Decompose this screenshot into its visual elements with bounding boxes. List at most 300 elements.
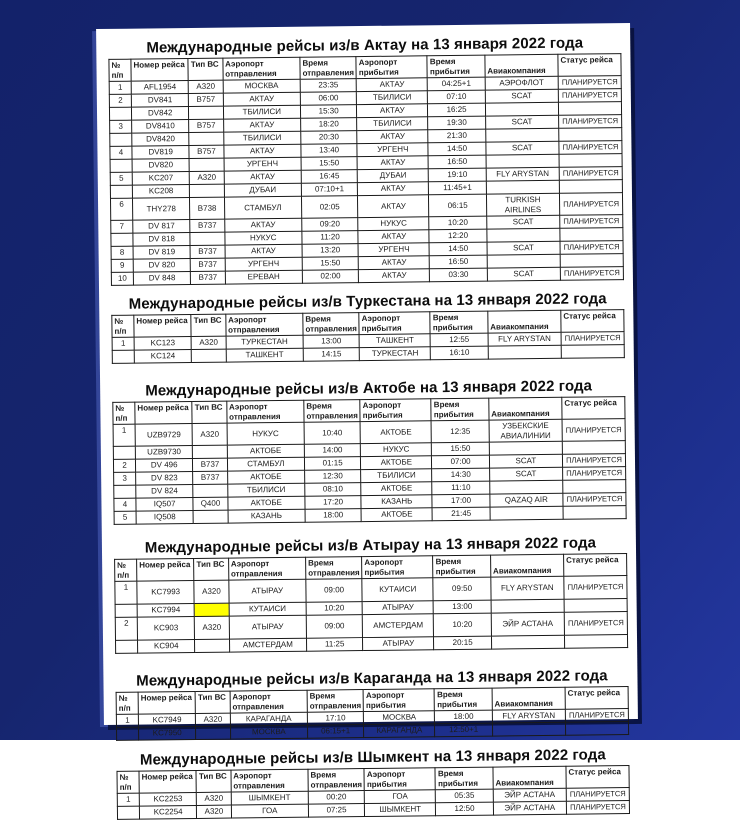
flight-number-cell: DV 819 [133,245,190,259]
flight-table-section [114,534,628,654]
arrival-time-cell: 14:30 [432,468,489,482]
column-header-arrival-time: Время прибытия [427,55,485,78]
departure-airport-cell: ТУРКЕСТАН [226,335,303,349]
column-header-airline: Авиакомпания [493,766,566,789]
aircraft-type-cell: B737 [190,245,224,258]
arrival-time-cell: 19:10 [429,168,486,182]
flight-number-cell: DV 848 [133,271,190,285]
row-number-cell: 9 [111,259,133,272]
flight-status-cell [562,441,625,455]
flight-number-cell: IQ507 [136,497,193,511]
row-number-cell: 10 [111,272,133,285]
aircraft-type-cell [189,106,223,119]
departure-airport-cell: УРГЕНЧ [225,257,302,271]
column-header-arrival-airport: Аэропорт прибытия [362,556,433,579]
column-header-departure-time: Время отправления [306,557,363,580]
departure-airport-cell: АКТАУ [223,118,300,132]
flight-status-cell [563,506,626,520]
arrival-time-cell: 07:10 [428,90,485,104]
arrival-airport-cell: АКТАУ [358,230,429,244]
column-header-aircraft-type: Тип ВС [188,58,223,80]
column-header-flight-number: Номер рейса [139,770,197,793]
row-number-cell: 1 [117,793,139,806]
departure-airport-cell: АКТАУ [224,170,301,184]
column-header-aircraft-type: Тип ВС [192,401,227,423]
column-header-aircraft-type: Тип ВС [191,314,226,336]
airline-cell: FLY ARYSTAN [491,576,564,600]
flight-status-cell: ПЛАНИРУЕТСЯ [562,419,625,442]
flights-table [114,553,628,654]
departure-time-cell: 17:20 [305,496,361,510]
row-number-cell: 3 [114,472,136,485]
arrival-airport-cell: АКТАУ [358,256,429,270]
arrival-airport-cell: АКТАУ [357,156,428,170]
arrival-time-cell: 19:30 [428,116,485,130]
arrival-time-cell: 21:45 [432,507,489,521]
row-number-cell [115,604,137,617]
column-header-arrival-time: Время прибытия [431,398,489,421]
departure-airport-cell: ДУБАИ [224,183,301,197]
arrival-airport-cell: ТУРКЕСТАН [359,347,430,361]
row-number-cell: 4 [110,146,132,159]
arrival-airport-cell: АКТОБЕ [361,482,432,496]
departure-airport-cell: СТАМБУЛ [224,196,302,219]
flight-status-cell: ПЛАНИРУЕТСЯ [559,167,622,181]
flight-number-cell: KC7949 [138,713,195,727]
aircraft-type-cell: B737 [193,458,227,471]
column-header-airline: Авиакомпания [490,554,563,577]
aircraft-type-cell: B737 [193,471,227,484]
flight-number-cell: KC7993 [137,580,195,604]
airline-cell: FLY ARYSTAN [486,167,559,181]
column-header-arrival-time: Время прибытия [433,555,491,578]
arrival-time-cell: 12:50+1 [435,723,492,737]
flight-number-cell: KC2253 [139,792,196,806]
column-header-departure-airport: Аэропорт отправления [223,57,301,80]
airline-cell: SCAT [489,454,562,468]
flight-status-cell: ПЛАНИРУЕТСЯ [566,788,629,802]
flight-status-cell [559,128,622,142]
flight-status-cell: ПЛАНИРУЕТСЯ [559,193,622,216]
arrival-airport-cell: АКТАУ [356,78,427,92]
flight-number-cell: DV842 [131,107,188,121]
aircraft-type-cell [190,184,224,197]
departure-time-cell: 15:30 [300,105,356,119]
column-header-flight-number: Номер рейса [131,59,189,82]
aircraft-type-cell [192,349,226,362]
arrival-airport-cell: КУТАИСИ [362,578,433,602]
row-number-cell: 5 [110,172,132,185]
airline-cell: ЭЙР АСТАНА [493,801,566,815]
column-header-row-number: № п/п [109,59,131,81]
arrival-airport-cell: АКТОБЕ [361,508,432,522]
flight-table-section [116,746,630,820]
airline-cell [489,441,562,455]
row-number-cell: 3 [110,120,132,133]
column-header-row-number: № п/п [112,315,134,337]
flight-number-cell: DV841 [131,94,188,108]
column-header-airline: Авиакомпания [485,54,558,77]
arrival-time-cell: 12:50 [436,802,493,816]
departure-time-cell: 01:15 [304,457,360,471]
aircraft-type-cell: A320 [195,616,230,639]
departure-time-cell: 14:15 [303,348,359,362]
departure-time-cell: 10:40 [304,422,361,445]
arrival-airport-cell: НУКУС [358,217,429,231]
arrival-time-cell: 16:50 [430,255,487,269]
flight-status-cell [560,254,623,268]
column-header-flight-status: Статус рейса [566,766,629,789]
departure-airport-cell: АКТАУ [225,244,302,258]
departure-time-cell: 16:45 [301,170,357,184]
departure-time-cell: 09:20 [302,218,358,232]
departure-airport-cell: КАРАГАНДА [230,712,307,726]
arrival-airport-cell: ТБИЛИСИ [357,117,428,131]
arrival-airport-cell: УРГЕНЧ [357,143,428,157]
airline-cell [486,154,559,168]
arrival-time-cell: 12:55 [430,333,487,347]
airline-cell: SCAT [486,141,559,155]
flight-number-cell: KC123 [134,336,191,350]
column-header-departure-airport: Аэропорт отправления [226,400,304,423]
flight-status-cell: ПЛАНИРУЕТСЯ [560,267,623,281]
row-number-cell: 2 [113,459,135,472]
departure-airport-cell: ЕРЕВАН [225,270,302,284]
airline-cell: SCAT [487,241,560,255]
column-header-flight-status: Статус рейса [561,310,624,333]
airline-cell: ЭЙР АСТАНА [491,612,564,636]
departure-time-cell: 07:10+1 [301,183,357,197]
column-header-flight-status: Статус рейса [562,397,625,420]
row-number-cell: 6 [110,198,132,220]
aircraft-type-cell [193,484,227,497]
arrival-airport-cell: КАЗАНЬ [361,495,432,509]
row-number-cell: 1 [113,424,135,446]
arrival-time-cell: 11:10 [432,481,489,495]
row-number-cell: 5 [114,511,136,524]
airline-cell: QAZAQ AIR [490,493,563,507]
row-number-cell: 4 [114,498,136,511]
departure-airport-cell: ТБИЛИСИ [227,483,304,497]
flights-table [116,765,630,820]
flight-status-cell [564,599,627,613]
column-header-row-number: № п/п [116,692,138,714]
arrival-time-cell: 03:30 [430,268,487,282]
document-page [96,23,638,817]
flight-number-cell: DV8410 [132,120,189,134]
aircraft-type-cell [196,726,230,739]
departure-airport-cell: АКТОБЕ [227,444,304,458]
flight-number-cell: UZB9729 [135,423,193,446]
flight-status-cell [565,722,628,736]
flight-number-cell: DV 817 [133,219,190,233]
column-header-departure-airport: Аэропорт отправления [230,690,308,713]
aircraft-type-cell [195,639,229,652]
row-number-cell [116,640,138,653]
airline-cell: SCAT [485,89,558,103]
table-title: Международные рейсы из/в Караганда на 13 января 2022 года [136,667,608,690]
aircraft-type-cell: A320 [192,423,227,445]
departure-airport-cell: АКТОБЕ [227,470,304,484]
row-number-cell [110,159,132,172]
row-number-cell: 2 [115,617,137,640]
arrival-airport-cell: АТЫРАУ [363,637,434,651]
departure-airport-cell: МОСКВА [223,79,300,93]
arrival-time-cell: 15:50 [432,442,489,456]
arrival-time-cell: 12:35 [431,420,489,443]
arrival-time-cell: 10:20 [434,613,492,637]
flight-status-cell: ПЛАНИРУЕТСЯ [565,709,628,723]
column-header-arrival-airport: Аэропорт прибытия [363,689,434,712]
departure-time-cell: 20:30 [301,131,357,145]
column-header-flight-number: Номер рейса [135,401,193,424]
arrival-time-cell: 07:00 [432,455,489,469]
flights-table [112,396,626,525]
departure-airport-cell: КУТАИСИ [229,602,306,616]
departure-airport-cell: АКТАУ [223,92,300,106]
arrival-time-cell: 18:00 [435,710,492,724]
departure-time-cell: 13:00 [303,335,359,349]
arrival-airport-cell: ТБИЛИСИ [357,91,428,105]
departure-airport-cell: АКТОБЕ [228,496,305,510]
departure-time-cell: 09:00 [306,615,363,639]
departure-airport-cell: НУКУС [225,231,302,245]
flight-status-cell: ПЛАНИРУЕТСЯ [559,115,622,129]
flight-number-cell: DV 496 [135,458,192,472]
flight-number-cell: DV 818 [133,232,190,246]
column-header-arrival-airport: Аэропорт прибытия [360,399,431,422]
flight-status-cell: ПЛАНИРУЕТСЯ [560,215,623,229]
aircraft-type-cell: B757 [189,93,223,106]
departure-airport-cell: АМСТЕРДАМ [229,638,306,652]
departure-time-cell: 12:30 [305,470,361,484]
flight-number-cell: DV 824 [136,484,193,498]
arrival-time-cell: 14:50 [429,242,486,256]
flight-status-cell [560,228,623,242]
arrival-airport-cell: АКТОБЕ [360,421,431,444]
arrival-airport-cell: АТЫРАУ [362,601,433,615]
flight-status-cell [561,345,624,359]
arrival-time-cell: 04:25+1 [428,77,485,91]
departure-time-cell: 11:20 [302,231,358,245]
table-title: Международные рейсы из/в Шымкент на 13 января 2022 года [139,746,606,769]
departure-airport-cell: МОСКВА [230,725,307,739]
row-number-cell [116,727,138,740]
flight-number-cell: KC904 [138,639,195,653]
departure-time-cell: 06:15+1 [307,725,363,739]
column-header-aircraft-type: Тип ВС [196,770,231,792]
flight-status-cell [563,480,626,494]
aircraft-type-cell [193,445,227,458]
column-header-flight-status: Статус рейса [558,54,621,77]
column-header-departure-time: Время отправления [300,57,357,80]
arrival-airport-cell: ТБИЛИСИ [361,469,432,483]
arrival-time-cell: 05:35 [436,789,493,803]
column-header-arrival-airport: Аэропорт прибытия [356,56,427,79]
row-number-cell: 1 [109,81,131,94]
departure-time-cell: 17:10 [307,712,363,726]
arrival-airport-cell: АКТАУ [357,130,428,144]
row-number-cell [109,107,131,120]
aircraft-type-cell: Q400 [193,497,227,510]
aircraft-type-cell: B757 [189,145,223,158]
arrival-airport-cell: ГОА [364,790,435,804]
departure-airport-cell: СТАМБУЛ [227,457,304,471]
departure-time-cell: 10:20 [306,602,362,616]
arrival-airport-cell: НУКУС [361,443,432,457]
column-header-departure-airport: Аэропорт отправления [228,557,306,580]
departure-airport-cell: АТЫРАУ [228,579,306,603]
column-header-flight-number: Номер рейса [134,314,192,337]
row-number-cell [110,185,132,198]
arrival-airport-cell: АКТАУ [358,195,429,218]
row-number-cell: 8 [111,246,133,259]
column-header-flight-number: Номер рейса [137,558,195,581]
airline-cell: SCAT [486,215,559,229]
arrival-time-cell: 10:20 [429,216,486,230]
row-number-cell [112,350,134,363]
flight-number-cell: DV819 [132,146,189,160]
flight-status-cell: ПЛАНИРУЕТСЯ [559,141,622,155]
row-number-cell [113,446,135,459]
row-number-cell [111,233,133,246]
arrival-time-cell: 20:15 [434,636,491,650]
flight-number-cell: KC208 [132,184,189,198]
arrival-time-cell: 12:20 [429,229,486,243]
flight-table-section [115,667,629,741]
flight-status-cell: ПЛАНИРУЕТСЯ [560,241,623,255]
airline-cell: TURKISH AIRLINES [486,193,559,216]
column-header-arrival-time: Время прибытия [430,311,488,334]
table-title: Международные рейсы из/в Актау на 13 января 2022 года [146,34,584,57]
airline-cell [490,506,563,520]
departure-time-cell: 18:00 [305,509,361,523]
flight-status-cell: ПЛАНИРУЕТСЯ [564,612,627,636]
aircraft-type-cell: A320 [197,792,231,805]
arrival-time-cell: 06:15 [429,194,487,217]
flight-table-section [111,290,625,364]
arrival-airport-cell: УРГЕНЧ [358,243,429,257]
airline-cell: SCAT [485,115,558,129]
arrival-airport-cell: АКТАУ [359,269,430,283]
departure-airport-cell: АКТАУ [224,144,301,158]
departure-airport-cell: ТБИЛИСИ [223,131,300,145]
departure-time-cell: 15:50 [302,257,358,271]
arrival-time-cell: 11:45+1 [429,181,486,195]
arrival-time-cell: 16:50 [428,155,485,169]
flight-status-cell: ПЛАНИРУЕТСЯ [558,76,621,90]
arrival-airport-cell: МОСКВА [364,711,435,725]
aircraft-type-cell: A320 [190,171,224,184]
row-number-cell: 1 [112,337,134,350]
row-number-cell [110,133,132,146]
flight-status-cell: ПЛАНИРУЕТСЯ [563,493,626,507]
arrival-airport-cell: КАРАГАНДА [364,724,435,738]
departure-time-cell: 23:35 [300,79,356,93]
departure-time-cell: 18:20 [301,118,357,132]
column-header-airline: Авиакомпания [488,310,561,333]
flight-status-cell: ПЛАНИРУЕТСЯ [563,467,626,481]
departure-time-cell: 02:00 [302,270,358,284]
departure-airport-cell: ГОА [231,804,308,818]
departure-time-cell: 07:25 [308,804,364,818]
aircraft-type-cell: B737 [190,219,224,232]
highlighted-aircraft-type-cell [194,603,228,616]
flight-number-cell: UZB9730 [135,445,192,459]
airline-cell: FLY ARYSTAN [488,332,561,346]
arrival-time-cell: 14:50 [428,142,485,156]
airline-cell [485,102,558,116]
airline-cell [491,599,564,613]
departure-time-cell: 13:40 [301,144,357,158]
flight-table-section [108,34,624,286]
departure-airport-cell: УРГЕНЧ [224,157,301,171]
table-title: Международные рейсы из/в Актобе на 13 января 2022 года [145,377,593,400]
arrival-time-cell: 09:50 [433,577,491,601]
flight-number-cell: AFL1954 [131,81,188,95]
row-number-cell: 2 [109,94,131,107]
column-header-arrival-time: Время прибытия [435,767,493,790]
airline-cell [491,635,564,649]
aircraft-type-cell [193,510,227,523]
flight-number-cell: KC903 [137,616,195,640]
flight-status-cell: ПЛАНИРУЕТСЯ [562,454,625,468]
column-header-row-number: № п/п [113,402,135,424]
departure-airport-cell: НУКУС [227,422,305,445]
flight-status-cell: ПЛАНИРУЕТСЯ [566,801,629,815]
flight-number-cell: KC124 [134,349,191,363]
airline-cell [492,722,565,736]
column-header-departure-time: Время отправления [308,769,365,792]
airline-cell [488,345,561,359]
airline-cell: АЭРОФЛОТ [485,76,558,90]
column-header-aircraft-type: Тип ВС [194,558,229,580]
column-header-arrival-time: Время прибытия [434,688,492,711]
departure-time-cell: 11:25 [306,638,362,652]
row-number-cell [117,806,139,819]
column-header-departure-airport: Аэропорт отправления [225,313,303,336]
flight-status-cell [559,154,622,168]
flight-status-cell: ПЛАНИРУЕТСЯ [558,89,621,103]
arrival-airport-cell: АКТАУ [358,182,429,196]
airline-cell: FLY ARYSTAN [492,709,565,723]
flight-status-cell [564,635,627,649]
arrival-airport-cell: ШЫМКЕНТ [365,803,436,817]
airline-cell [486,180,559,194]
flight-number-cell: IQ508 [136,510,193,524]
column-header-arrival-airport: Аэропорт прибытия [359,312,430,335]
column-header-flight-number: Номер рейса [138,691,196,714]
flight-number-cell: THY278 [133,197,191,220]
aircraft-type-cell: A320 [194,580,229,603]
column-header-departure-time: Время отправления [307,690,364,713]
column-header-flight-status: Статус рейса [565,687,628,710]
flight-number-cell: KC7950 [139,726,196,740]
flight-status-cell: ПЛАНИРУЕТСЯ [564,576,627,600]
aircraft-type-cell [189,158,223,171]
arrival-airport-cell: АМСТЕРДАМ [362,614,433,638]
departure-time-cell: 13:20 [302,244,358,258]
aircraft-type-cell: A320 [197,805,231,818]
aircraft-type-cell: B757 [189,119,223,132]
airline-cell [489,480,562,494]
arrival-time-cell: 21:30 [428,129,485,143]
airline-cell: ЭЙР АСТАНА [493,788,566,802]
flight-number-cell: DV 823 [136,471,193,485]
column-header-flight-status: Статус рейса [564,554,627,577]
aircraft-type-cell: B737 [191,271,225,284]
flight-number-cell: KC207 [132,172,189,186]
